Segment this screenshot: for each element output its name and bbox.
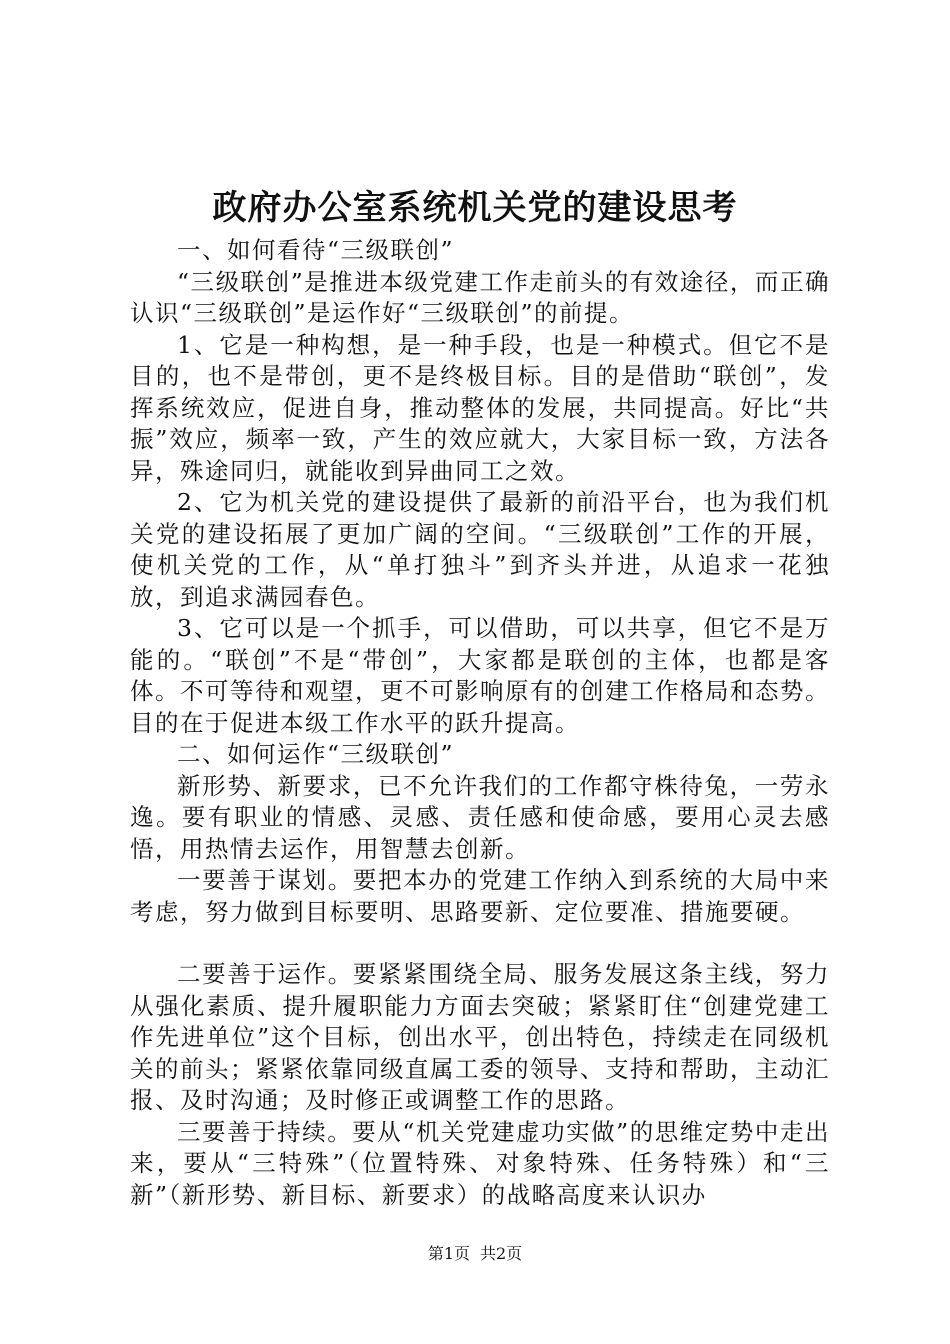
page-total: 共2页	[480, 1244, 523, 1263]
paragraph-point-3: 3、它可以是一个抓手，可以借助，可以共享，但它不是万能的。“联创”不是“带创”，大家都是联创的主体，也都是客体。不可等待和观望，更不可影响原有的创建工作格局和态势。目的在于促进本级工作水平的跃升提高。	[130, 614, 830, 737]
page-footer	[0, 1244, 950, 1264]
section-heading-1: 一、如何看待“三级联创”	[177, 236, 455, 264]
paragraph-continuity: 三要善于持续。要从“机关党建虚功实做”的思维定势中走出来，要从“三特殊”（位置特殊、对象特殊、任务特殊）和“三新”（新形势、新目标、新要求）的战略高度来认识办	[130, 1117, 830, 1209]
section-heading-2: 二、如何运作“三级联创”	[177, 740, 455, 768]
paragraph-operation: 二要善于运作。要紧紧围绕全局、服务发展这条主线，努力从强化素质、提升履职能力方面去突破；紧紧盯住“创建党建工作先进单位”这个目标，创出水平，创出特色，持续走在同级机关的前头；紧紧依靠同级直属工委的领导、支持和帮助，主动汇报、及时沟通；及时修正或调整工作的思路。	[130, 960, 830, 1114]
paragraph-planning: 一要善于谋划。要把本办的党建工作纳入到系统的大局中来考虑，努力做到目标要明、思路要新、定位要准、措施要硬。	[130, 866, 830, 926]
document-body	[130, 235, 830, 1211]
paragraph-point-1: 1、它是一种构想，是一种手段，也是一种模式。但它不是目的，也不是带创，更不是终极目标。目的是借助“联创”，发挥系统效应，促进自身，推动整体的发展，共同提高。好比“共振”效应，频率一致，产生的效应就大，大家目标一致，方法各异，殊途同归，就能收到异曲同工之效。	[130, 330, 830, 485]
document-title: 政府办公室系统机关党的建设思考	[212, 188, 738, 228]
paragraph-intro: “三级联创”是推进本级党建工作走前头的有效途径，而正确认识“三级联创”是运作好“三级联创”的前提。	[130, 267, 830, 327]
paragraph-new-situation: 新形势、新要求，已不允许我们的工作都守株待兔，一劳永逸。要有职业的情感、灵感、责任感和使命感，要用心灵去感悟，用热情去运作，用智慧去创新。	[130, 771, 830, 863]
page-number: 第1页	[427, 1244, 470, 1263]
paragraph-point-2: 2、它为机关党的建设提供了最新的前沿平台，也为我们机关党的建设拓展了更加广阔的空间。“三级联创”工作的开展，使机关党的工作，从“单打独斗”到齐头并进，从追求一花独放，到追求满园春色。	[130, 488, 830, 611]
